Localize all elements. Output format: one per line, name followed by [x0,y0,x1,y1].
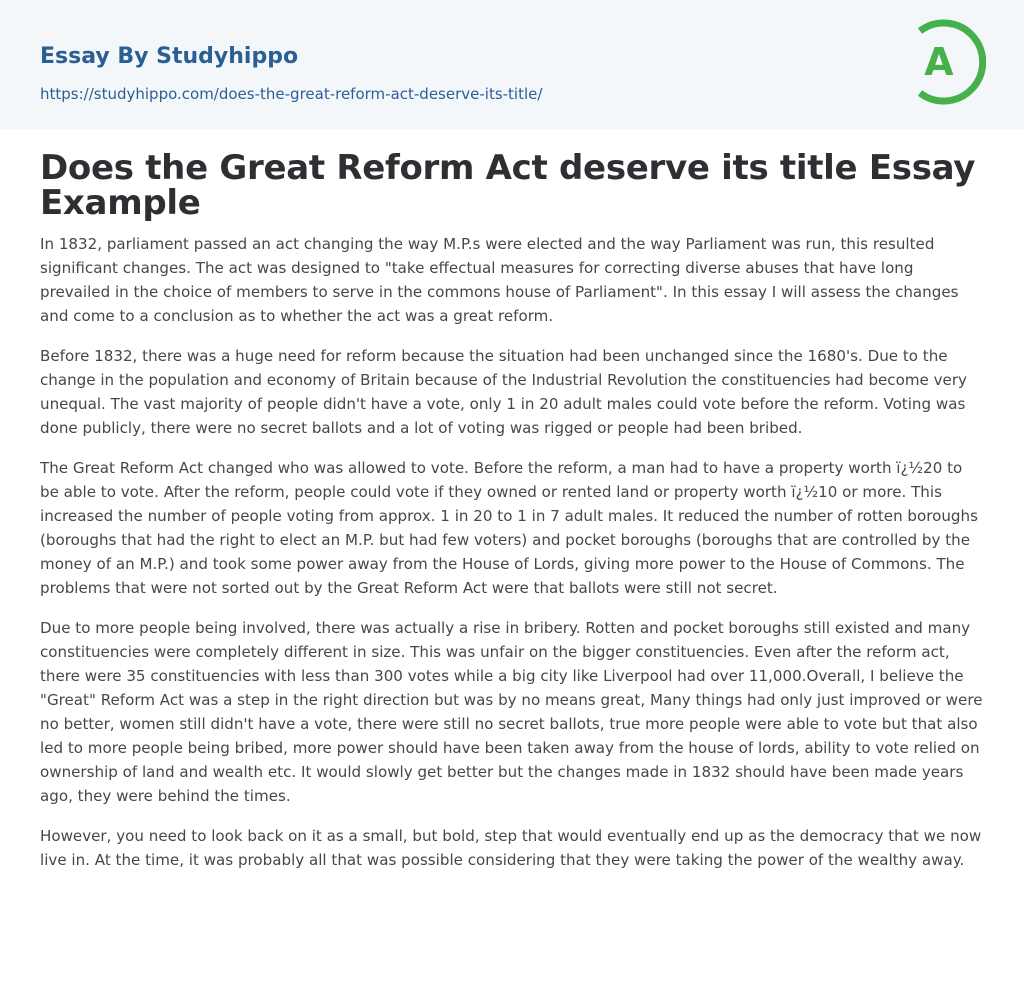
article-paragraph-5: However, you need to look back on it as a small, but bold, step that would eventually end up as the democracy that we now live in. At the time, it was probably all that was possible considering that they were taking the power of the wealthy away. [40,827,982,869]
site-header [0,0,1024,129]
essay-url-link[interactable]: https://studyhippo.com/does-the-great-reform-act-deserve-its-title/ [40,85,543,103]
article-paragraph-3: The Great Reform Act changed who was allowed to vote. Before the reform, a man had to have a property worth ï¿½20 to be able to vote. After the reform, people could vote if they owned or rented land or property worth ï¿½10 or more. This increased the number of people voting from approx. 1 in 20 to 1 in 7 adult males. It reduced the number of rotten boroughs (boroughs that had the right to elect an M.P. but had few voters) and pocket boroughs (boroughs that are controlled by the money of an M.P.) and took some power away from the House of Lords, giving more power to the House of Commons. The problems that were not sorted out by the Great Reform Act were that ballots were still not secret. [40,459,978,597]
logo-letter: A [924,40,954,84]
article-body [0,221,1024,872]
site-logo[interactable] [912,19,986,105]
page-title: Does the Great Reform Act deserve its title Essay Example [40,148,976,223]
article-paragraph-2: Before 1832, there was a huge need for reform because the situation had been unchanged since the 1680's. Due to the change in the population and economy of Britain because of the Industrial Revolution the constituencies had become very unequal. The vast majority of people didn't have a vote, only 1 in 20 adult males could vote before the reform. Voting was done publicly, there were no secret ballots and a lot of voting was rigged or people had been bribed. [40,347,967,437]
site-brand[interactable]: Essay By Studyhippo [40,44,299,69]
article-paragraph-4: Due to more people being involved, there was actually a rise in bribery. Rotten and pocket boroughs still existed and many constituencies were completely different in size. This was unfair on the bigger constituencies. Even after the reform act, there were 35 constituencies with less than 300 votes while a big city like Liverpool had over 11,000.Overall, I believe the "Great" Reform Act was a step in the right direction but was by no means great, Many things had only just improved or were no better, women still didn't have a vote, there were still no secret ballots, true more people were able to vote but that also led to more people being bribed, more power should have been taken away from the house of lords, ability to vote relied on ownership of land and wealth etc. It would slowly get better but the changes made in 1832 should have been made years ago, they were behind the times. [40,619,983,805]
article-paragraph-1: In 1832, parliament passed an act changing the way M.P.s were elected and the way Parliament was run, this resulted significant changes. The act was designed to "take effectual measures for correcting diverse abuses that have long prevailed in the choice of members to serve in the commons house of Parliament". In this essay I will assess the changes and come to a conclusion as to whether the act was a great reform. [40,235,959,325]
